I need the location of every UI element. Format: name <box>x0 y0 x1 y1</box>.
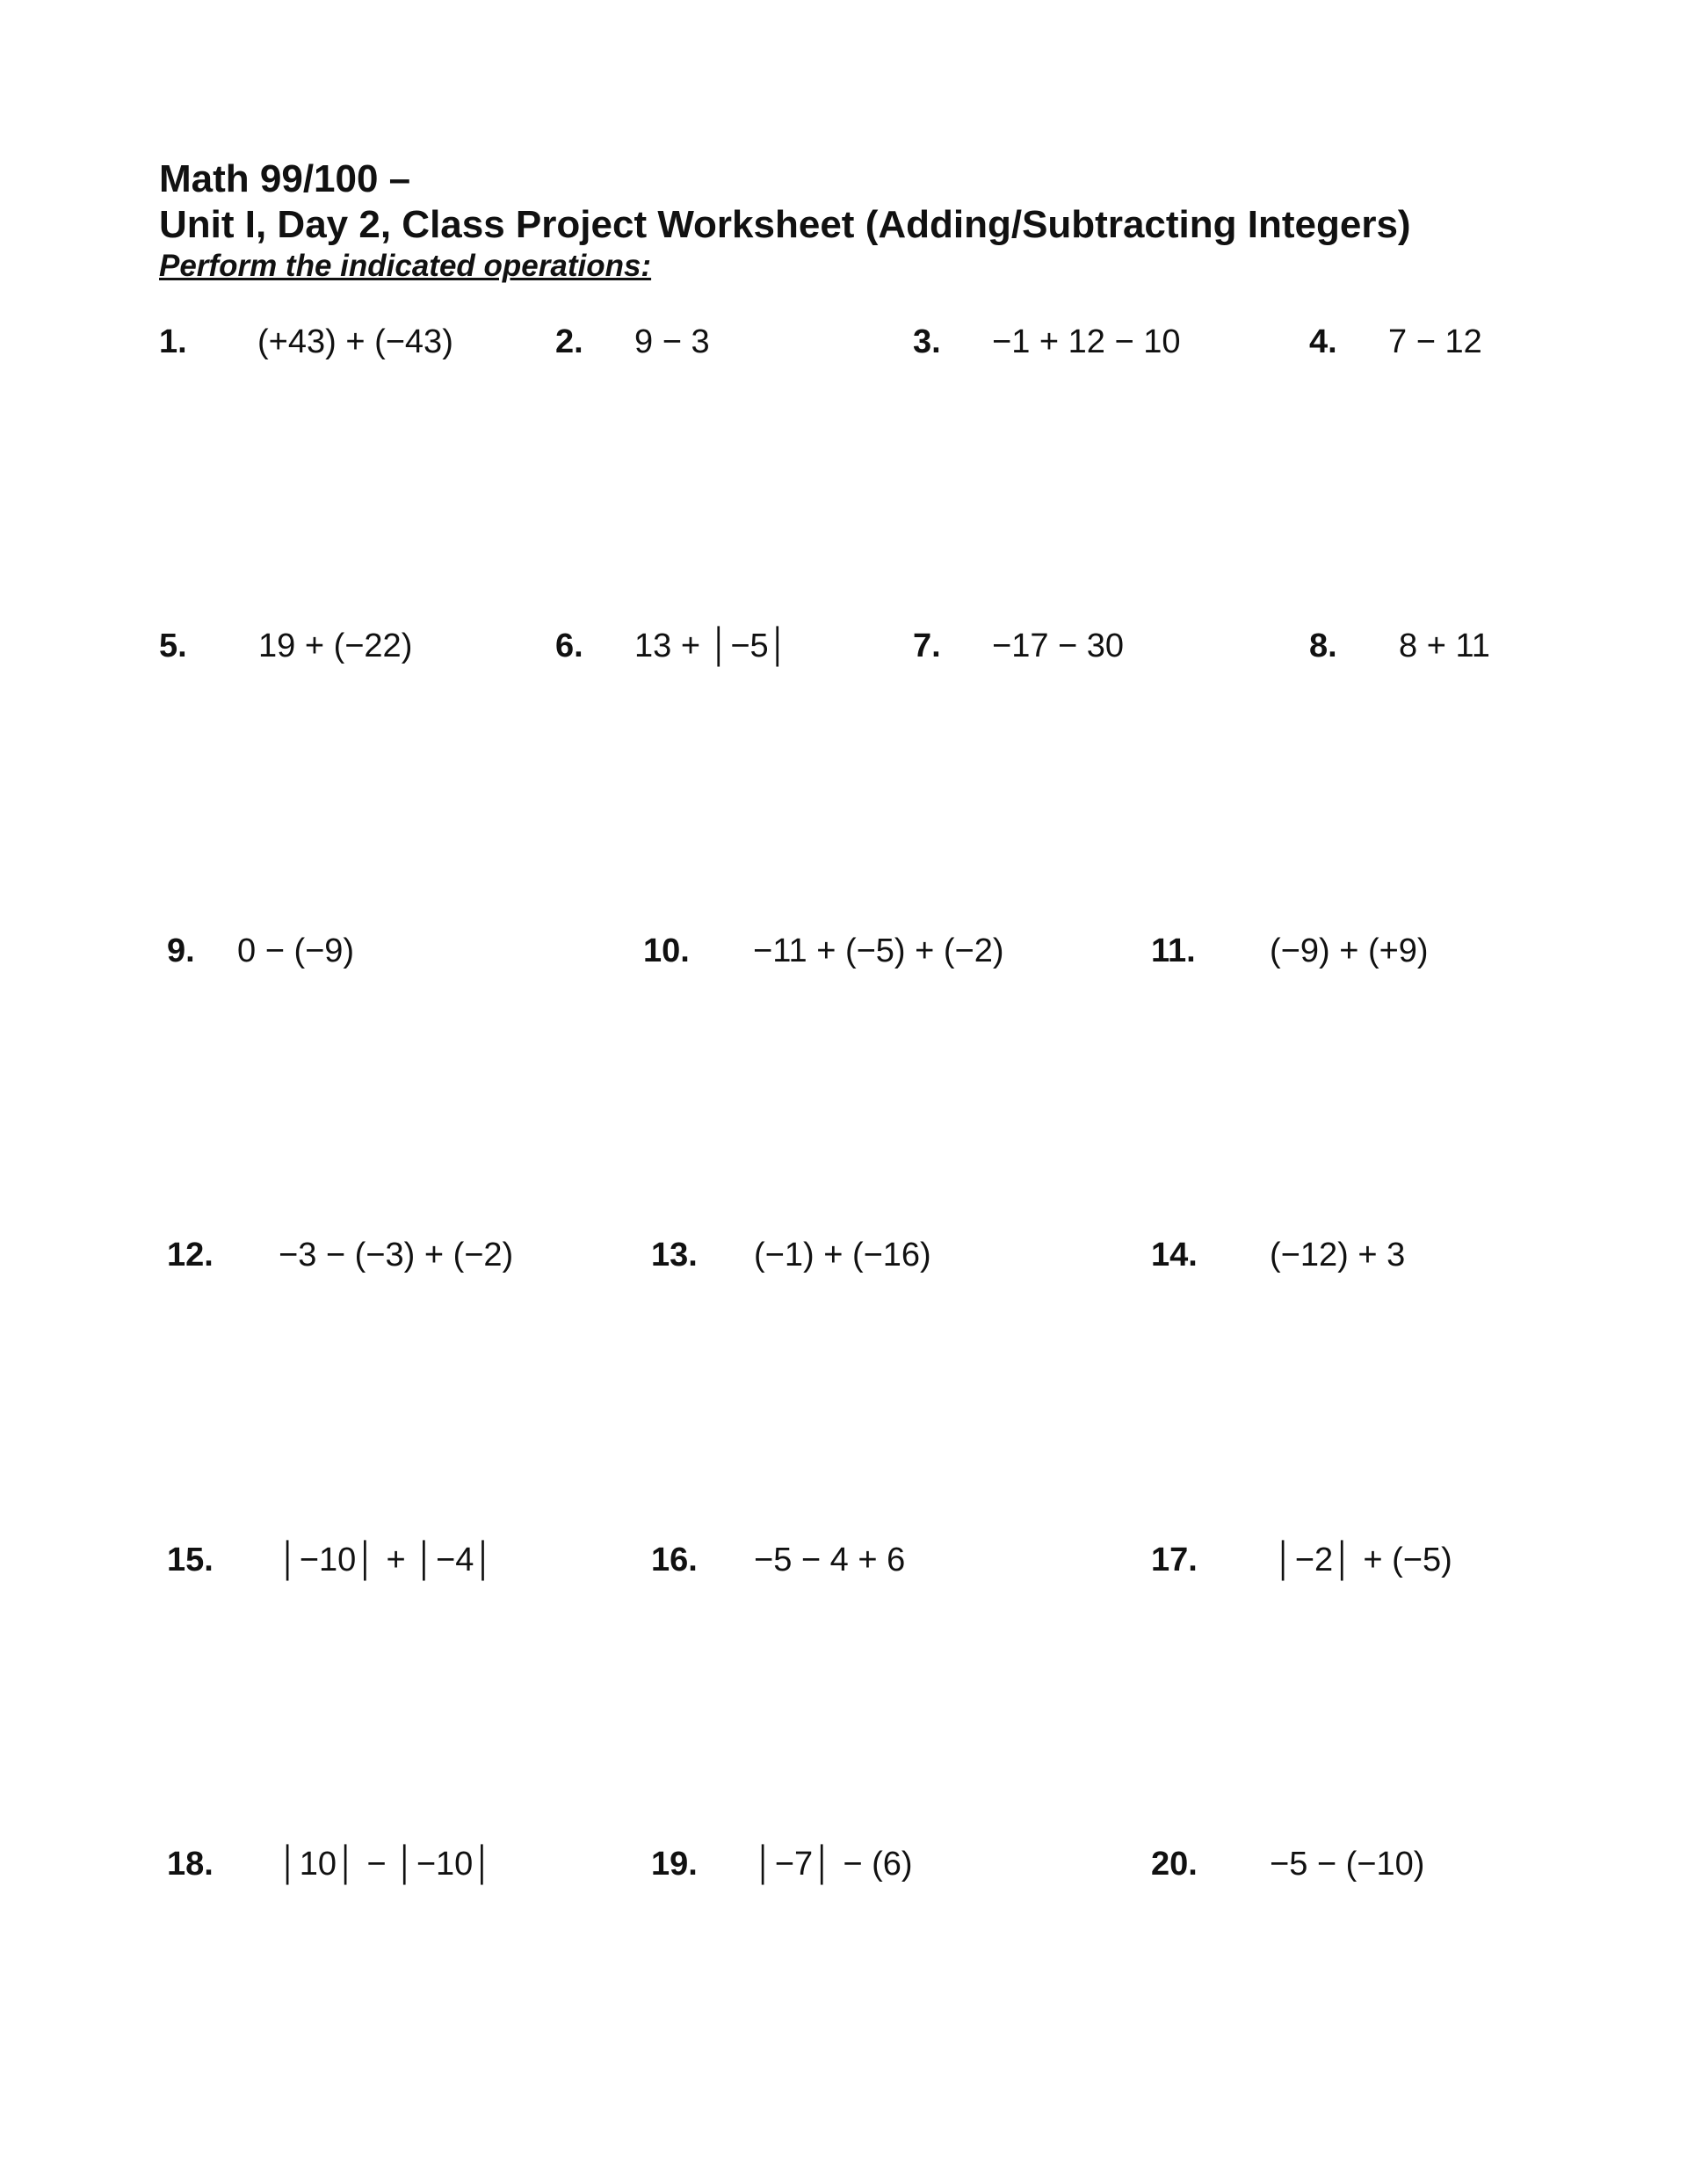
problem-number: 9. <box>167 932 195 969</box>
worksheet-title: Unit I, Day 2, Class Project Worksheet (Adding/Subtracting Integers) <box>159 203 1411 246</box>
problem-number: 6. <box>555 628 583 664</box>
problem-number: 4. <box>1309 323 1337 360</box>
problem-expression: │−10│ + │−4│ <box>279 1542 496 1578</box>
problem-number: 15. <box>167 1542 214 1578</box>
problem-number: 14. <box>1151 1237 1198 1273</box>
course-title: Math 99/100 – <box>159 157 411 200</box>
problem-number: 7. <box>913 628 941 664</box>
problem-expression: −17 − 30 <box>992 628 1125 664</box>
problem-expression: (−9) + (+9) <box>1270 932 1429 969</box>
problem-number: 5. <box>159 628 187 664</box>
problem-expression: 8 + 11 <box>1399 628 1490 664</box>
problem-expression: 7 − 12 <box>1388 323 1482 360</box>
problem-number: 1. <box>159 323 187 360</box>
problem-number: 12. <box>167 1237 214 1273</box>
problem-expression: −3 − (−3) + (−2) <box>279 1237 514 1273</box>
problem-number: 3. <box>913 323 941 360</box>
problem-number: 11. <box>1151 932 1196 969</box>
problem-number: 19. <box>651 1846 698 1883</box>
problem-number: 17. <box>1151 1542 1198 1578</box>
problem-expression: 13 + │−5│ <box>634 628 790 664</box>
problem-expression: 19 + (−22) <box>258 628 413 664</box>
problem-expression: (+43) + (−43) <box>257 323 453 360</box>
problem-expression: (−1) + (−16) <box>754 1237 931 1273</box>
problem-number: 2. <box>555 323 583 360</box>
problem-expression: −5 − (−10) <box>1270 1846 1425 1883</box>
problem-expression: −5 − 4 + 6 <box>754 1542 906 1578</box>
problem-expression: │−7│ − (6) <box>754 1846 913 1883</box>
problem-number: 8. <box>1309 628 1337 664</box>
worksheet-header <box>159 156 1411 285</box>
problem-expression: │10│ − │−10│ <box>279 1846 495 1883</box>
problem-expression: −1 + 12 − 10 <box>992 323 1181 360</box>
problem-expression: −11 + (−5) + (−2) <box>753 932 1004 969</box>
problem-expression: │−2│ + (−5) <box>1274 1542 1452 1578</box>
problem-number: 18. <box>167 1846 214 1883</box>
problem-number: 10. <box>643 932 690 969</box>
problem-expression: (−12) + 3 <box>1270 1237 1406 1273</box>
problem-expression: 0 − (−9) <box>237 932 355 969</box>
problem-expression: 9 − 3 <box>634 323 710 360</box>
problem-number: 20. <box>1151 1846 1198 1883</box>
problem-number: 16. <box>651 1542 698 1578</box>
problem-number: 13. <box>651 1237 698 1273</box>
instructions: Perform the indicated operations: <box>159 249 652 283</box>
